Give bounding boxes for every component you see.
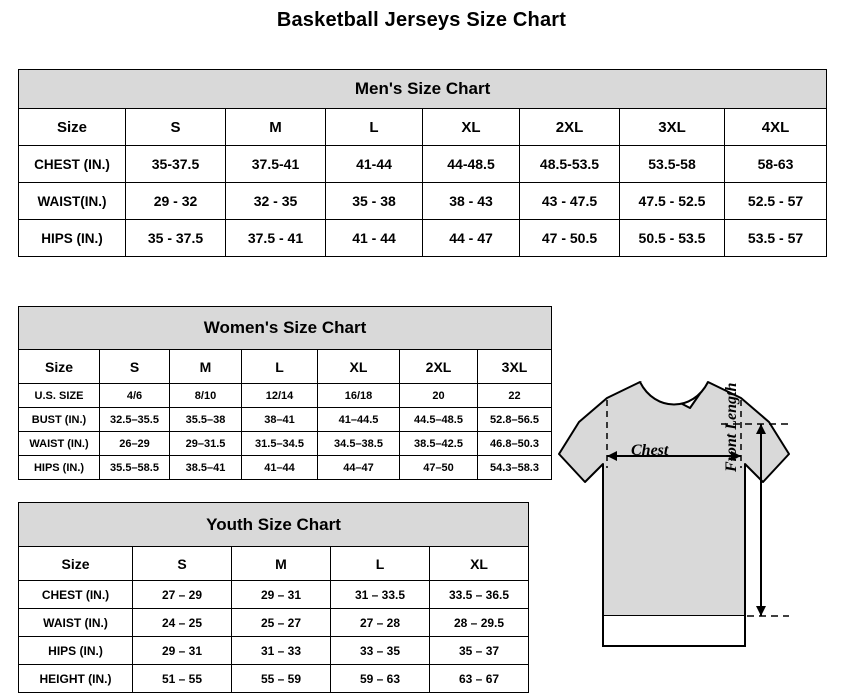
womens-header-cell: 2XL <box>400 350 478 384</box>
youth-cell: 35 – 37 <box>430 637 529 665</box>
womens-cell: 35.5–38 <box>170 408 242 432</box>
mens-cell: 53.5 - 57 <box>725 220 827 257</box>
womens-header-cell: 3XL <box>478 350 552 384</box>
mens-row-label: CHEST (IN.) <box>19 146 126 183</box>
table-row <box>19 456 552 480</box>
mens-header-cell: 3XL <box>620 109 725 146</box>
womens-header-cell: Size <box>19 350 100 384</box>
womens-size-chart-table <box>18 306 552 480</box>
mens-header-row <box>19 109 827 146</box>
mens-cell: 35 - 38 <box>326 183 423 220</box>
mens-size-chart-table <box>18 69 827 257</box>
womens-row-label: WAIST (IN.) <box>19 432 100 456</box>
womens-cell: 44–47 <box>318 456 400 480</box>
womens-header-cell: M <box>170 350 242 384</box>
womens-cell: 32.5–35.5 <box>100 408 170 432</box>
youth-cell: 27 – 28 <box>331 609 430 637</box>
womens-cell: 41–44.5 <box>318 408 400 432</box>
mens-cell: 37.5-41 <box>226 146 326 183</box>
womens-cell: 20 <box>400 384 478 408</box>
youth-cell: 33.5 – 36.5 <box>430 581 529 609</box>
womens-cell: 12/14 <box>242 384 318 408</box>
womens-cell: 52.8–56.5 <box>478 408 552 432</box>
youth-cell: 25 – 27 <box>232 609 331 637</box>
shirt-measurement-diagram <box>545 364 835 664</box>
mens-header-cell: Size <box>19 109 126 146</box>
shirt-hem-band <box>603 616 745 646</box>
youth-chart-title-row <box>19 503 529 547</box>
womens-cell: 8/10 <box>170 384 242 408</box>
mens-chart-title: Men's Size Chart <box>19 70 827 109</box>
womens-cell: 44.5–48.5 <box>400 408 478 432</box>
table-row <box>19 220 827 257</box>
mens-header-cell: S <box>126 109 226 146</box>
youth-header-cell: S <box>133 547 232 581</box>
womens-header-cell: XL <box>318 350 400 384</box>
womens-cell: 35.5–58.5 <box>100 456 170 480</box>
womens-cell: 54.3–58.3 <box>478 456 552 480</box>
youth-header-row <box>19 547 529 581</box>
youth-cell: 51 – 55 <box>133 665 232 693</box>
mens-header-cell: L <box>326 109 423 146</box>
youth-header-cell: Size <box>19 547 133 581</box>
youth-cell: 63 – 67 <box>430 665 529 693</box>
womens-cell: 34.5–38.5 <box>318 432 400 456</box>
mens-cell: 53.5-58 <box>620 146 725 183</box>
womens-cell: 26–29 <box>100 432 170 456</box>
womens-row-label: HIPS (IN.) <box>19 456 100 480</box>
table-row <box>19 408 552 432</box>
youth-cell: 31 – 33 <box>232 637 331 665</box>
womens-cell: 4/6 <box>100 384 170 408</box>
table-row <box>19 609 529 637</box>
youth-header-cell: M <box>232 547 331 581</box>
mens-cell: 44 - 47 <box>423 220 520 257</box>
womens-cell: 16/18 <box>318 384 400 408</box>
mens-row-label: HIPS (IN.) <box>19 220 126 257</box>
mens-cell: 41 - 44 <box>326 220 423 257</box>
mens-cell: 41-44 <box>326 146 423 183</box>
youth-row-label: CHEST (IN.) <box>19 581 133 609</box>
mens-cell: 47.5 - 52.5 <box>620 183 725 220</box>
youth-cell: 29 – 31 <box>133 637 232 665</box>
womens-row-label: U.S. SIZE <box>19 384 100 408</box>
mens-cell: 43 - 47.5 <box>520 183 620 220</box>
mens-cell: 44-48.5 <box>423 146 520 183</box>
mens-cell: 37.5 - 41 <box>226 220 326 257</box>
womens-header-cell: L <box>242 350 318 384</box>
youth-cell: 28 – 29.5 <box>430 609 529 637</box>
mens-row-label: WAIST(IN.) <box>19 183 126 220</box>
mens-cell: 50.5 - 53.5 <box>620 220 725 257</box>
shirt-outline <box>559 382 789 616</box>
table-row <box>19 432 552 456</box>
mens-cell: 29 - 32 <box>126 183 226 220</box>
mens-cell: 52.5 - 57 <box>725 183 827 220</box>
mens-cell: 32 - 35 <box>226 183 326 220</box>
front-length-measure-label: Front Length <box>723 382 740 472</box>
mens-cell: 35-37.5 <box>126 146 226 183</box>
womens-cell: 38–41 <box>242 408 318 432</box>
womens-chart-title: Women's Size Chart <box>19 307 552 350</box>
womens-cell: 41–44 <box>242 456 318 480</box>
table-row <box>19 146 827 183</box>
womens-row-label: BUST (IN.) <box>19 408 100 432</box>
page-title: Basketball Jerseys Size Chart <box>276 9 567 31</box>
womens-cell: 29–31.5 <box>170 432 242 456</box>
table-row <box>19 637 529 665</box>
youth-size-chart-table <box>18 502 529 693</box>
youth-header-cell: L <box>331 547 430 581</box>
table-row <box>19 384 552 408</box>
mens-header-cell: 2XL <box>520 109 620 146</box>
mens-cell: 38 - 43 <box>423 183 520 220</box>
womens-cell: 38.5–41 <box>170 456 242 480</box>
table-row <box>19 581 529 609</box>
youth-cell: 59 – 63 <box>331 665 430 693</box>
youth-cell: 24 – 25 <box>133 609 232 637</box>
youth-cell: 31 – 33.5 <box>331 581 430 609</box>
womens-cell: 22 <box>478 384 552 408</box>
mens-header-cell: M <box>226 109 326 146</box>
table-row <box>19 183 827 220</box>
youth-row-label: WAIST (IN.) <box>19 609 133 637</box>
youth-row-label: HIPS (IN.) <box>19 637 133 665</box>
mens-cell: 58-63 <box>725 146 827 183</box>
chest-measure-label: Chest <box>631 442 669 459</box>
mens-cell: 48.5-53.5 <box>520 146 620 183</box>
youth-cell: 55 – 59 <box>232 665 331 693</box>
womens-cell: 46.8–50.3 <box>478 432 552 456</box>
youth-chart-title: Youth Size Chart <box>19 503 529 547</box>
womens-header-row <box>19 350 552 384</box>
womens-cell: 47–50 <box>400 456 478 480</box>
womens-cell: 31.5–34.5 <box>242 432 318 456</box>
womens-cell: 38.5–42.5 <box>400 432 478 456</box>
mens-chart-title-row <box>19 70 827 109</box>
mens-header-cell: XL <box>423 109 520 146</box>
youth-header-cell: XL <box>430 547 529 581</box>
youth-cell: 27 – 29 <box>133 581 232 609</box>
mens-cell: 47 - 50.5 <box>520 220 620 257</box>
youth-cell: 29 – 31 <box>232 581 331 609</box>
youth-row-label: HEIGHT (IN.) <box>19 665 133 693</box>
womens-header-cell: S <box>100 350 170 384</box>
womens-chart-title-row <box>19 307 552 350</box>
youth-cell: 33 – 35 <box>331 637 430 665</box>
mens-header-cell: 4XL <box>725 109 827 146</box>
mens-cell: 35 - 37.5 <box>126 220 226 257</box>
